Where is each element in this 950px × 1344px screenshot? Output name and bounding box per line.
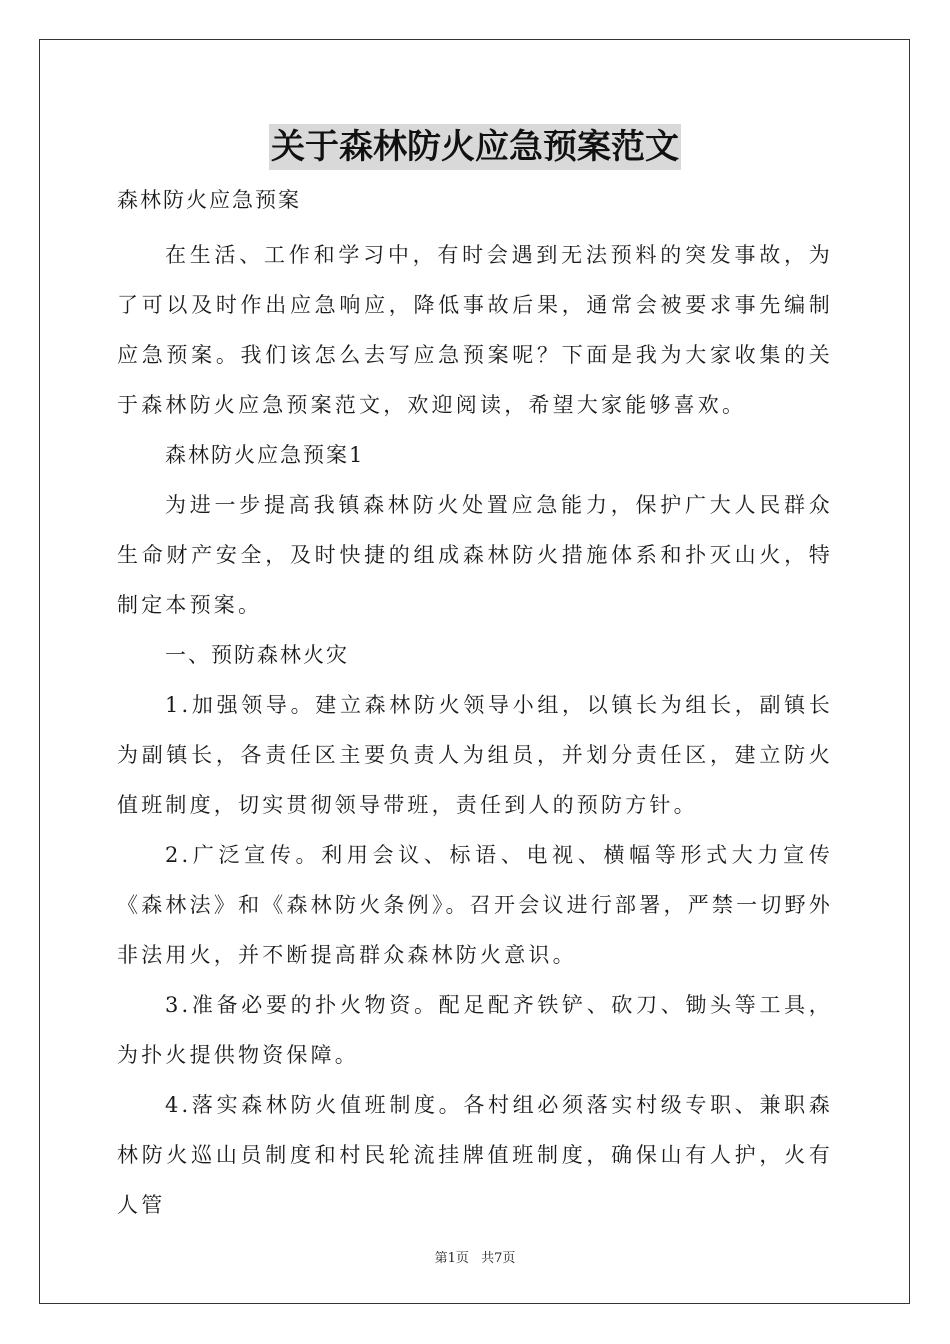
paragraph-item-3: 3.准备必要的扑火物资。配足配齐铁铲、砍刀、锄头等工具，为扑火提供物资保障。: [117, 993, 833, 1067]
paragraph-item-4: 4.落实森林防火值班制度。各村组必须落实村级专职、兼职森林防火巡山员制度和村民轮流挂牌值班制度，确保山有人护，火有人管: [117, 1093, 833, 1217]
document-body: [117, 180, 833, 1230]
section-heading-plan-1: 森林防火应急预案1: [165, 443, 365, 467]
paragraph-item-2: 2.广泛宣传。利用会议、标语、电视、横幅等形式大力宣传《森林法》和《森林防火条例》。召开会议进行部署，严禁一切野外非法用火，并不断提高群众森林防火意识。: [117, 843, 833, 967]
paragraph-purpose: 为进一步提高我镇森林防火处置应急能力，保护广大人民群众生命财产安全，及时快捷的组成森林防火措施体系和扑灭山火，特制定本预案。: [117, 493, 833, 617]
document-title: 关于森林防火应急预案范文: [269, 124, 681, 170]
section-heading-prevention: 一、预防森林火灾: [165, 643, 349, 667]
title-container: [0, 124, 950, 170]
page-footer: [0, 1247, 950, 1266]
paragraph-item-1: 1.加强领导。建立森林防火领导小组，以镇长为组长，副镇长为副镇长，各责任区主要负责人为组员，并划分责任区，建立防火值班制度，切实贯彻领导带班，责任到人的预防方针。: [117, 693, 833, 817]
page-total: 共7页: [481, 1251, 516, 1266]
page-number: 第1页: [434, 1251, 469, 1266]
paragraph-intro: 在生活、工作和学习中，有时会遇到无法预料的突发事故，为了可以及时作出应急响应，降低事故后果，通常会被要求事先编制应急预案。我们该怎么去写应急预案呢？下面是我为大家收集的关于森林防火应急预案范文，欢迎阅读，希望大家能够喜欢。: [117, 243, 833, 417]
document-subtitle: 森林防火应急预案: [117, 188, 301, 212]
